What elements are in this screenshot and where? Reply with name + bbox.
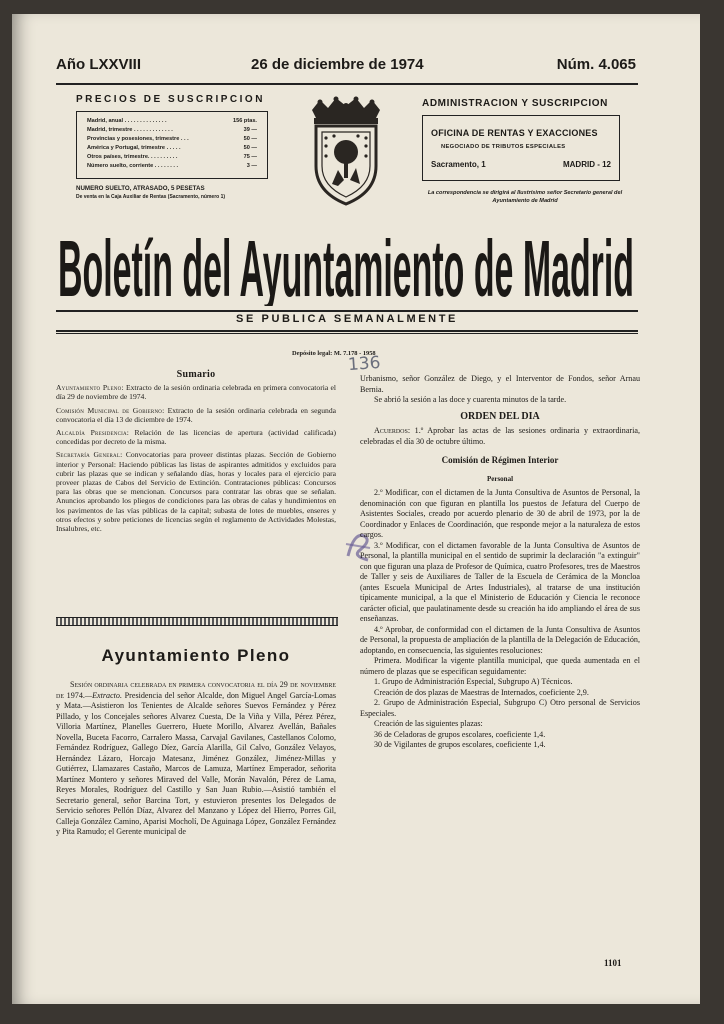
comision-heading: Comisión de Régimen Interior [441,455,559,465]
single-issue-price: NUMERO SUELTO, ATRASADO, 5 PESETAS [76,185,205,192]
summary-item: Secretaría General: Convocatorias para proveer distintas plazas. Sección de Gobierno interior y Personal: Haciendo públicas las listas de aspirantes admitidos y excluidos para cubrir las plazas que se indican y señalando días, horas y locales para el ejercicio para proveer plazas de Cabos del Servicio de Extinción. Contrataciones públicas: Concursos para las obras que se mencionan. Concursos para contratar las obras que se señalan. Anuncios aprobando los pliegos de condiciones para las obras de calas y hundimientos en los pavimentos de las vías públicas de la capital; subasta de lotes de muebles, enseres y otros efectos y sobre peticiones de licencias según el reglamento de Actividades Molestas, Insalubres, etc. [56,450,336,534]
section-divider [56,617,338,626]
correspondence-note: La correspondencia se dirigirá al Ilustrísimo señor Secretario general del Ayuntamiento de Madrid [427,190,623,204]
orden-del-dia-heading: ORDEN DEL DIA [460,410,540,422]
office-street: Sacramento, 1 [431,160,486,169]
paragraph: Primera. Modificar la vigente plantilla municipal, que queda aumentada en el número de plazas que se especifican seguidamente: [360,656,640,676]
paragraph: 1. Grupo de Administración Especial, Subgrupo A) Técnicos. [374,677,573,686]
bulletin-title-svg [56,222,636,306]
administration-box [422,115,620,181]
paragraph: Urbanismo, señor González de Diego, y el Interventor de Fondos, señor Arnau Bernia. [360,374,640,394]
paragraph: 3.º Modificar, con el dictamen favorable de la Junta Consultiva de Asuntos de Personal, la plantilla municipal en el sentido de suprimir la declaración "a extinguir" con que figuran una plaza de Profesor de Química, cuatro Profesores, tres de Maestros de Taller y seis de Auxiliares de Taller de la Escuela de Cerámica de la Moncloa (antes Escuela Municipal de Artes Industriales), al tratarse de una institución típicamente municipal, a la que el Ministerio de Educación y Ciencia le reconoce carácter oficial, que paulatinamente desde su creación ha ido ampliando el área de sus enseñanzas. [360,540,640,623]
office-city: MADRID - 12 [562,160,611,169]
paragraph: 36 de Celadoras de grupos escolares, coeficiente 1,4. [374,729,546,739]
title-rule-top [56,310,638,312]
page-number: 1101 [604,958,622,968]
paragraph: 4.º Aprobar, de conformidad con el dictamen de la Junta Consultiva de Asuntos de Personal, la propuesta de ampliación de la plantilla de la Delegación de Educación, adoptando, en consecuencia, las siguientes resoluciones: [360,624,640,655]
subscription-row: América y Portugal, trimestre . . . . . 50 — [87,145,257,151]
pleno-lead-italic: —Extracto. [84,690,122,700]
pleno-body: Presidencia del señor Alcalde, don Miguel Angel García-Lomas y Mata.—Asistieron los Tenientes de Alcalde señores Suevos Fernández y Pérez Pillado, y los Concejales señores Alvarez Cuesta, De la Viña y Villa, Pérez Pérez, Villoria Martínez, Planelles Guerrero, Huete Morillo, Alvarez Avellán, Bañales Novella, Buceta Facorro, Carralero Massa, Carvajal Gavilanes, Castellanos Colomo, Fernández Rodríguez, Gallego Díez, García Alarilla, Gil Calvo, González Velayos, Hernández Lázaro, Horcajo Matesanz, Jiménez González, Jiménez-Millas y Gutiérrez, Llamazares Castaño, Marcos de Lamuza, Martínez Emperador, señorita Martínez Montero y señores Miraved del Valle, Morán Navalón, Pérez de Lama, Reyes Morales, Rodríguez del Castillo y San Juan Rubio.—Asistió también el Secretario general, señor Barcina Tort, y estuvieron presentes los Delegados de Servicio señores Pellón Díaz, Alvarez del Manzano y López del Hierro, Porres Gil, Calleja González Camino, Aparisi Mocholí, De Aguinaga López, González Fernández y Pita Ramudo; el Gerente municipal de [56,690,336,836]
summary-item: Ayuntamiento Pleno: Extracto de la sesión ordinaria celebrada en primera convocatoria el día 29 de noviembre de 1974. [56,383,336,402]
paragraph: Se abrió la sesión a las doce y cuarenta minutos de la tarde. [374,395,567,404]
madrid-coat-of-arms-icon [298,96,394,208]
handwritten-archive-number: 136 [347,352,382,376]
personal-heading: Personal [486,474,514,483]
paragraph: Acuerdos: 1.º Aprobar las actas de las sesiones ordinaria y extraordinaria, celebradas el día 30 de octubre último. [360,426,640,446]
paragraph: 2.º Modificar, con el dictamen de la Junta Consultiva de Asuntos de Personal, la denominación con que figuran en plantilla los puestos de Jefatura del Cuerpo de Asistentes Sociales, creado por acuerdo plenario de 30 de abril de 1973, por la de Coordinador y Enlaces de Coordinación, que responde mejor a la naturaleza de estos cargos. [360,488,640,539]
issue-number: Núm. 4.065 [556,56,636,73]
subscription-row: Provincias y posesiones, trimestre . . . 50 — [87,136,257,142]
bulletin-title [56,222,636,306]
subscription-row: Madrid, anual . . . . . . . . . . . . . . 156 ptas. [87,118,257,124]
administration-title: ADMINISTRACION Y SUSCRIPCION [422,98,608,109]
legal-deposit: Depósito legal: M. 7.178 - 1958 [292,350,376,357]
summary-item: Alcaldía Presidencia: Relación de las licencias de apertura (actividad calificada) concedidas por decreto de la misma. [56,428,336,447]
subscription-box [76,111,268,179]
paragraph: 2. Grupo de Administración Especial, Subgrupo C) Otro personal de Servicios Especiales. [360,698,640,718]
office-name: OFICINA DE RENTAS Y EXACCIONES [431,128,598,138]
pleno-lead: Sesión ordinaria celebrada en primera convocatoria el día 29 de noviembre de 1974. [56,680,336,700]
paragraph: Creación de dos plazas de Maestras de Internados, coeficiente 2,9. [374,687,589,697]
right-column [360,374,640,751]
bulletin-title-text: Boletín del Ayuntamiento de Madrid [58,224,634,306]
paragraph: Creación de las siguientes plazas: [374,719,483,728]
masthead-rule [56,83,638,85]
summary-section [56,370,336,537]
subscription-note [76,185,276,201]
sale-location: De venta en la Caja Auxiliar de Rentas (Sacramento, número 1) [76,194,226,200]
subscription-row: Número suelto, corriente . . . . . . . . 3 — [87,163,257,169]
paragraph: 30 de Vigilantes de grupos escolares, coeficiente 1,4. [374,740,546,749]
year-label: Año LXXVIII [56,56,142,73]
pleno-heading: Ayuntamiento Pleno [101,646,291,665]
summary-item: Comisión Municipal de Gobierno: Extracto de la sesión ordinaria celebrada en segunda convocatoria el día 13 de diciembre de 1974. [56,405,336,424]
masthead-row [56,56,636,86]
title-rule-bottom [56,330,638,332]
subscription-row: Otros países, trimestre. . . . . . . . . . 75 — [87,154,257,160]
subscription-row: Madrid, trimestre . . . . . . . . . . . . . 39 — [87,127,257,133]
publication-frequency: SE PUBLICA SEMANALMENTE [236,313,458,325]
pleno-text [56,680,336,838]
document-page [12,14,700,1004]
subscription-title: PRECIOS DE SUSCRIPCION [76,94,265,105]
summary-title: Sumario [176,369,216,380]
sub-office-name: NEGOCIADO DE TRIBUTOS ESPECIALES [441,144,566,150]
title-rule-bottom-thin [56,333,638,334]
date-label: 26 de diciembre de 1974 [251,56,424,73]
